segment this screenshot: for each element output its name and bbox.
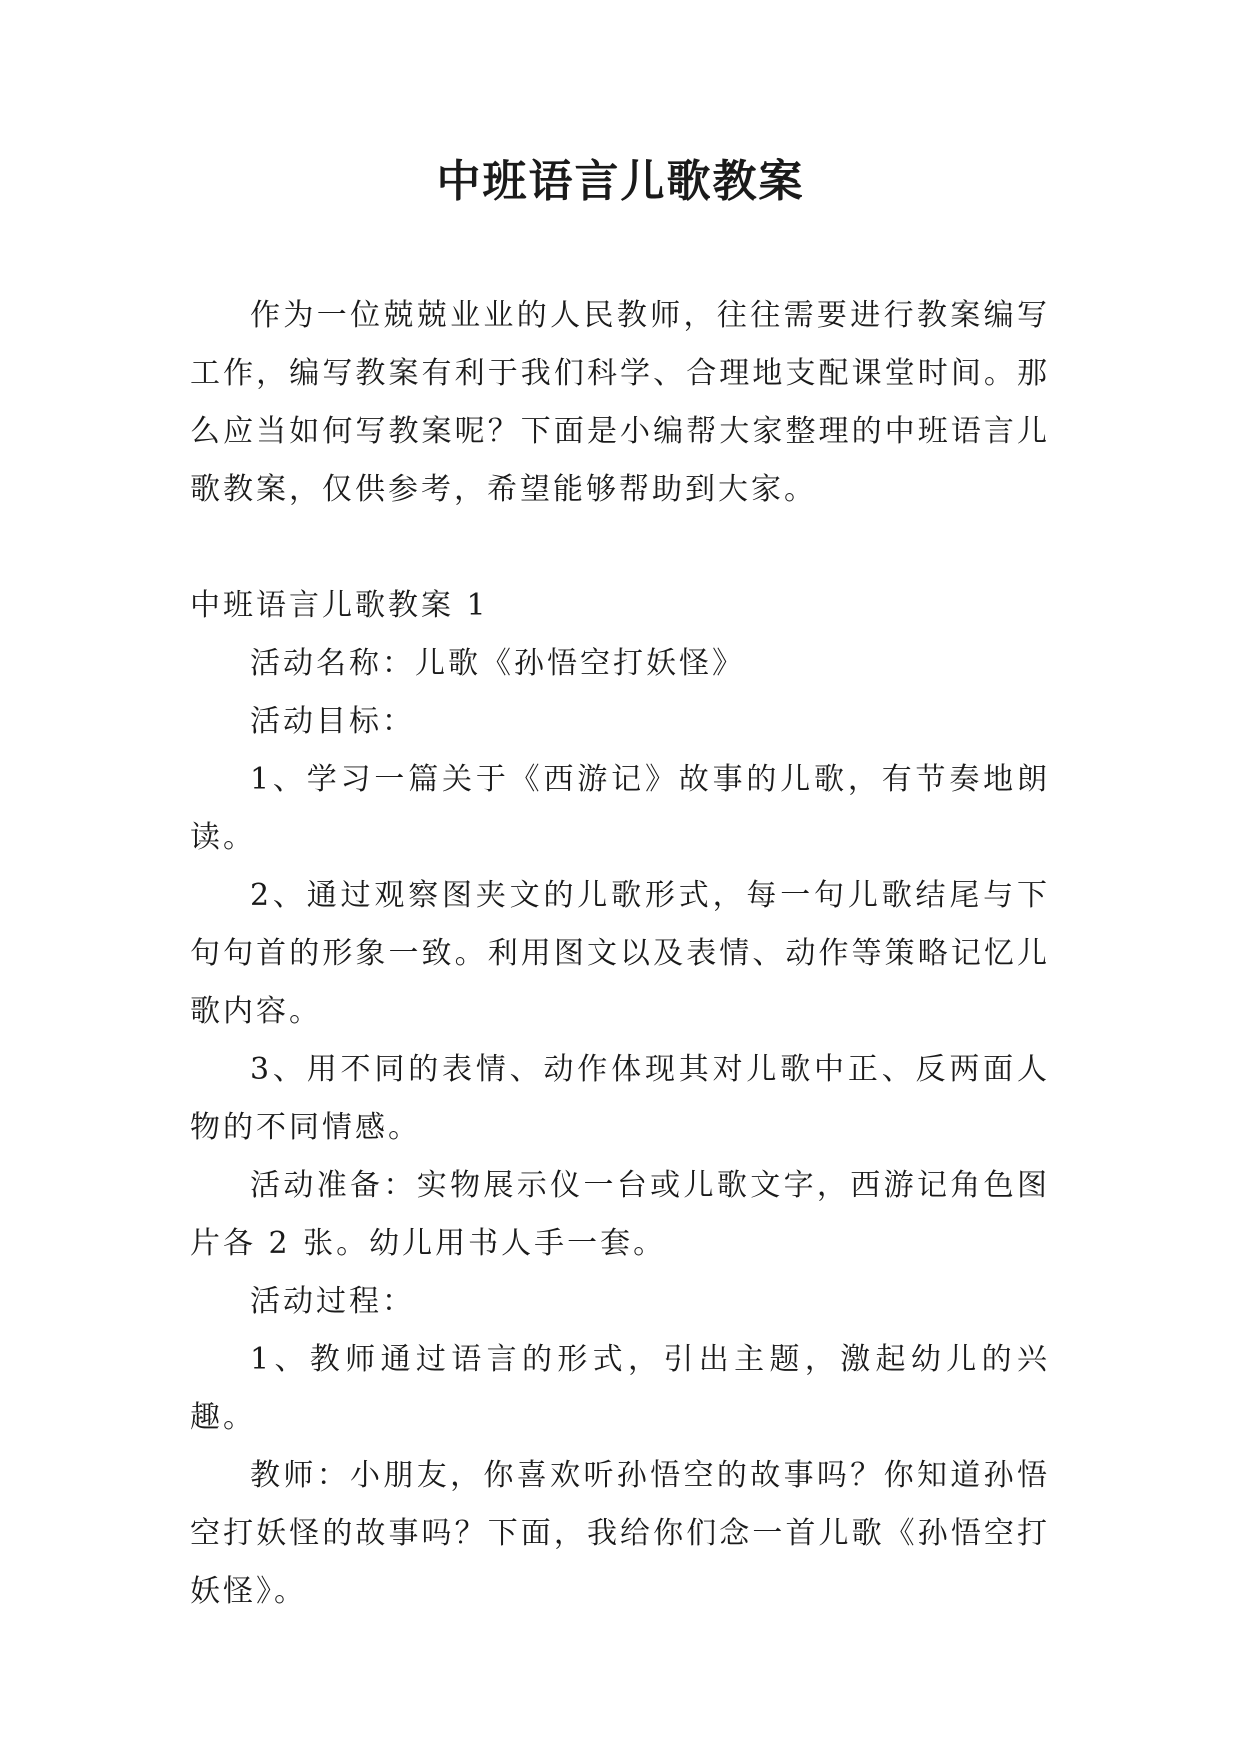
document-title: 中班语言儿歌教案 [436,156,805,207]
activity-goals-heading: 活动目标： [250,704,415,739]
intro-paragraph: 作为一位兢兢业业的人民教师，往往需要进行教案编写工作，编写教案有利于我们科学、合理地支配课堂时间。那么应当如何写教案呢？下面是小编帮大家整理的中班语言儿歌教案，仅供参考，希望能够帮助到大家。 [190,298,1050,507]
teacher-dialogue: 教师：小朋友，你喜欢听孙悟空的故事吗？你知道孙悟空打妖怪的故事吗？下面，我给你们念一首儿歌《孙悟空打妖怪》。 [190,1458,1050,1609]
activity-preparation: 活动准备：实物展示仪一台或儿歌文字，西游记角色图片各 2 张。幼儿用书人手一套。 [190,1168,1050,1261]
section-heading: 中班语言儿歌教案 1 [190,588,489,623]
goal-item-3: 3、用不同的表情、动作体现其对儿歌中正、反两面人物的不同情感。 [190,1052,1050,1145]
process-step-1: 1、教师通过语言的形式，引出主题，激起幼儿的兴趣。 [190,1342,1050,1435]
activity-name: 活动名称：儿歌《孙悟空打妖怪》 [250,646,745,681]
lesson-plan-section [190,577,1050,1621]
goal-item-2: 2、通过观察图夹文的儿歌形式，每一句儿歌结尾与下句句首的形象一致。利用图文以及表情、动作等策略记忆儿歌内容。 [190,878,1050,1029]
goal-item-1: 1、学习一篇关于《西游记》故事的儿歌，有节奏地朗读。 [190,762,1050,855]
activity-process-heading: 活动过程： [250,1284,415,1319]
intro-block [190,287,1050,519]
